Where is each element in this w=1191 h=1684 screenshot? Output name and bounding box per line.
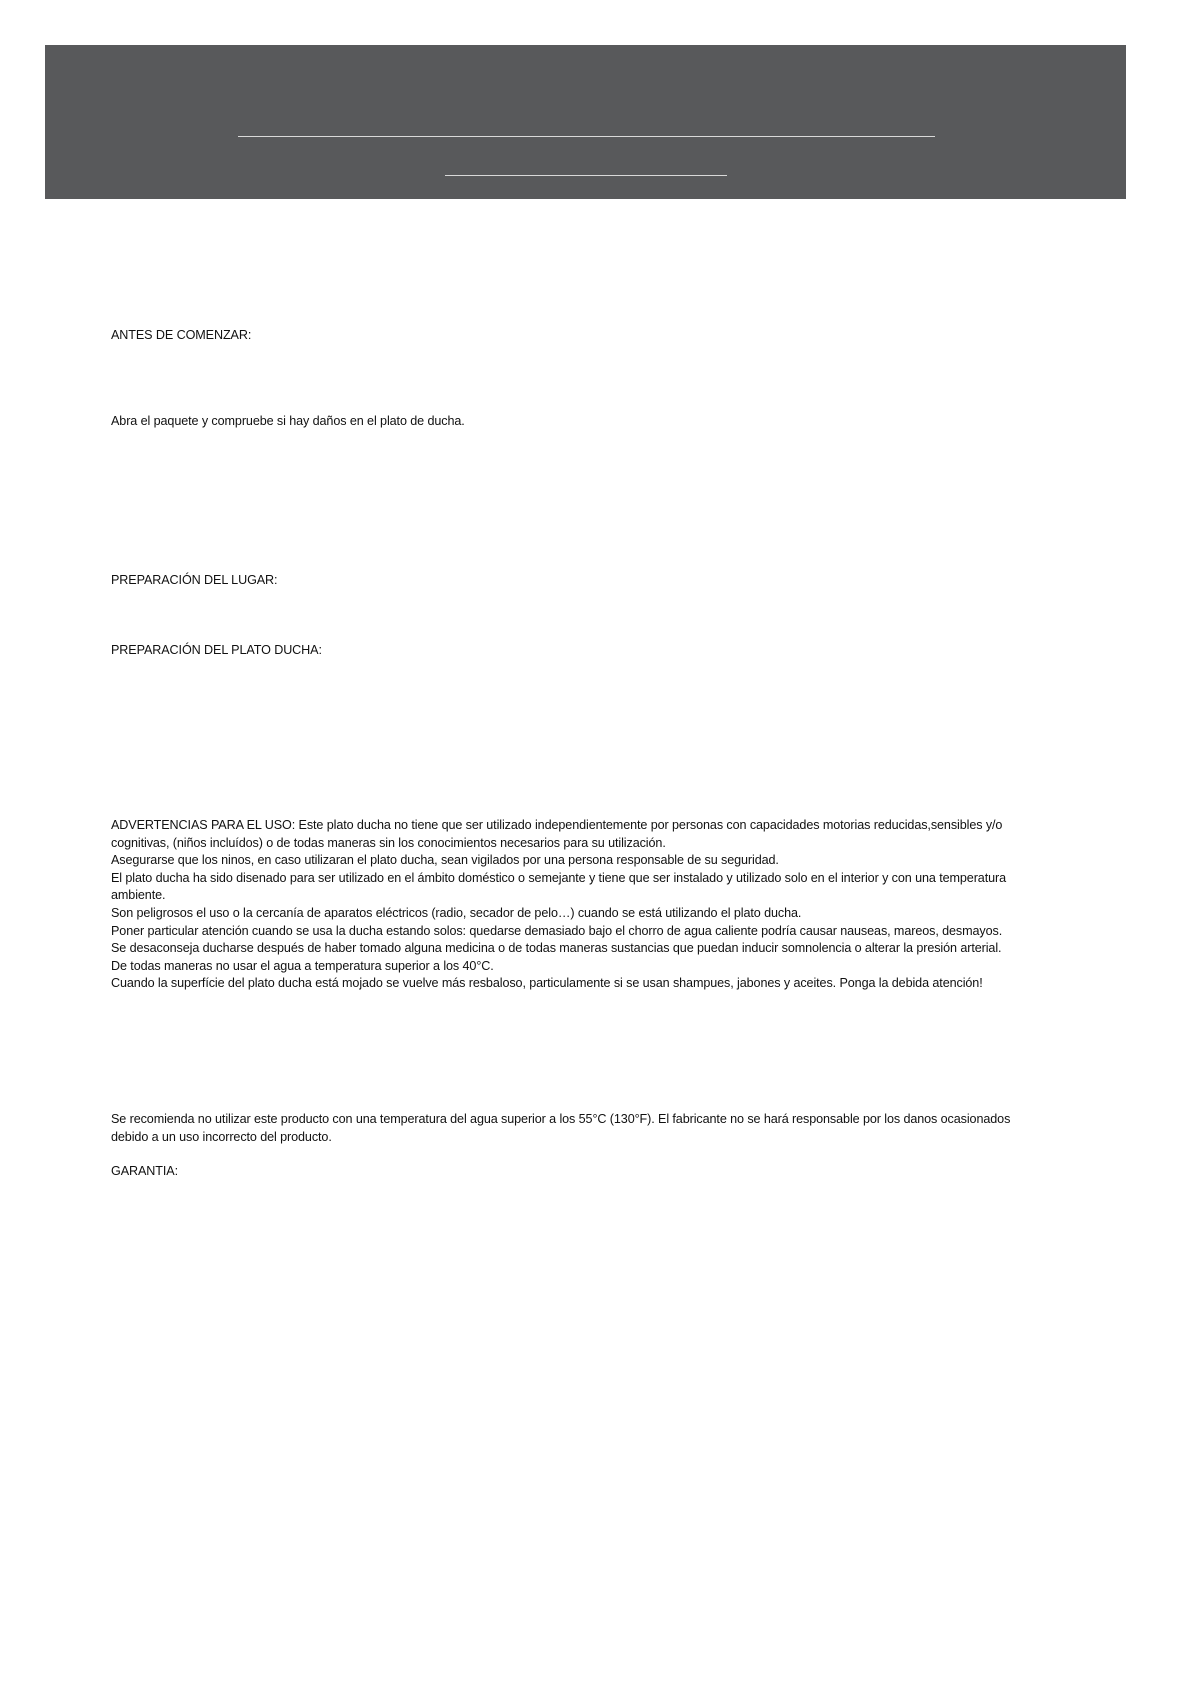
advertencias-paragraph (111, 817, 1081, 993)
header-banner (45, 45, 1126, 199)
temperatura-line: Se recomienda no utilizar este producto con una temperatura del agua superior a los 55°C (130°F). El fabricante no se hará responsable por los danos ocasionados (111, 1112, 1011, 1126)
title-underline (238, 136, 935, 137)
advertencias-line: ambiente. (111, 888, 166, 903)
subtitle-underline (445, 175, 727, 176)
antes-de-comenzar-text: Abra el paquete y compruebe si hay daños en el plato de ducha. (111, 414, 465, 428)
temperatura-paragraph (111, 1111, 1081, 1146)
advertencias-line: Cuando la superfície del plato ducha está mojado se vuelve más resbaloso, particulamente si se usan shampues, jabones y aceites. Ponga la debida atención! (111, 976, 983, 991)
advertencias-line: Poner particular atención cuando se usa la ducha estando solos: quedarse demasiado bajo el chorro de agua caliente podría causar nauseas, mareos, desmayos. (111, 923, 1003, 938)
heading-antes-de-comenzar: ANTES DE COMENZAR: (111, 328, 252, 342)
temperatura-line: debido a un uso incorrecto del producto. (111, 1129, 332, 1144)
advertencias-line: De todas maneras no usar el agua a temperatura superior a los 40°C. (111, 958, 494, 973)
advertencias-line: El plato ducha ha sido disenado para ser utilizado en el ámbito doméstico o semejante y tiene que ser instalado y utilizado solo en el interior y con una temperatura (111, 870, 1006, 885)
heading-garantia: GARANTIA: (111, 1164, 178, 1178)
advertencias-line: Son peligrosos el uso o la cercanía de aparatos eléctricos (radio, secador de pelo…) cuando se está utilizando el plato ducha. (111, 905, 802, 920)
advertencias-line: Se desaconseja ducharse después de haber tomado alguna medicina o de todas maneras sustancias que puedan inducir somnolencia o alterar la presión arterial. (111, 941, 1002, 956)
heading-preparacion-lugar: PREPARACIÓN DEL LUGAR: (111, 573, 278, 587)
heading-preparacion-plato: PREPARACIÓN DEL PLATO DUCHA: (111, 643, 322, 657)
advertencias-line: Asegurarse que los ninos, en caso utilizaran el plato ducha, sean vigilados por una persona responsable de su seguridad. (111, 853, 779, 868)
advertencias-line: cognitivas, (niños incluídos) o de todas maneras sin los conocimientos necesarios para su utilización. (111, 835, 666, 850)
advertencias-line: ADVERTENCIAS PARA EL USO: Este plato ducha no tiene que ser utilizado independientemente por personas con capacidades motorias reducidas,sensibles y/o (111, 818, 1003, 832)
